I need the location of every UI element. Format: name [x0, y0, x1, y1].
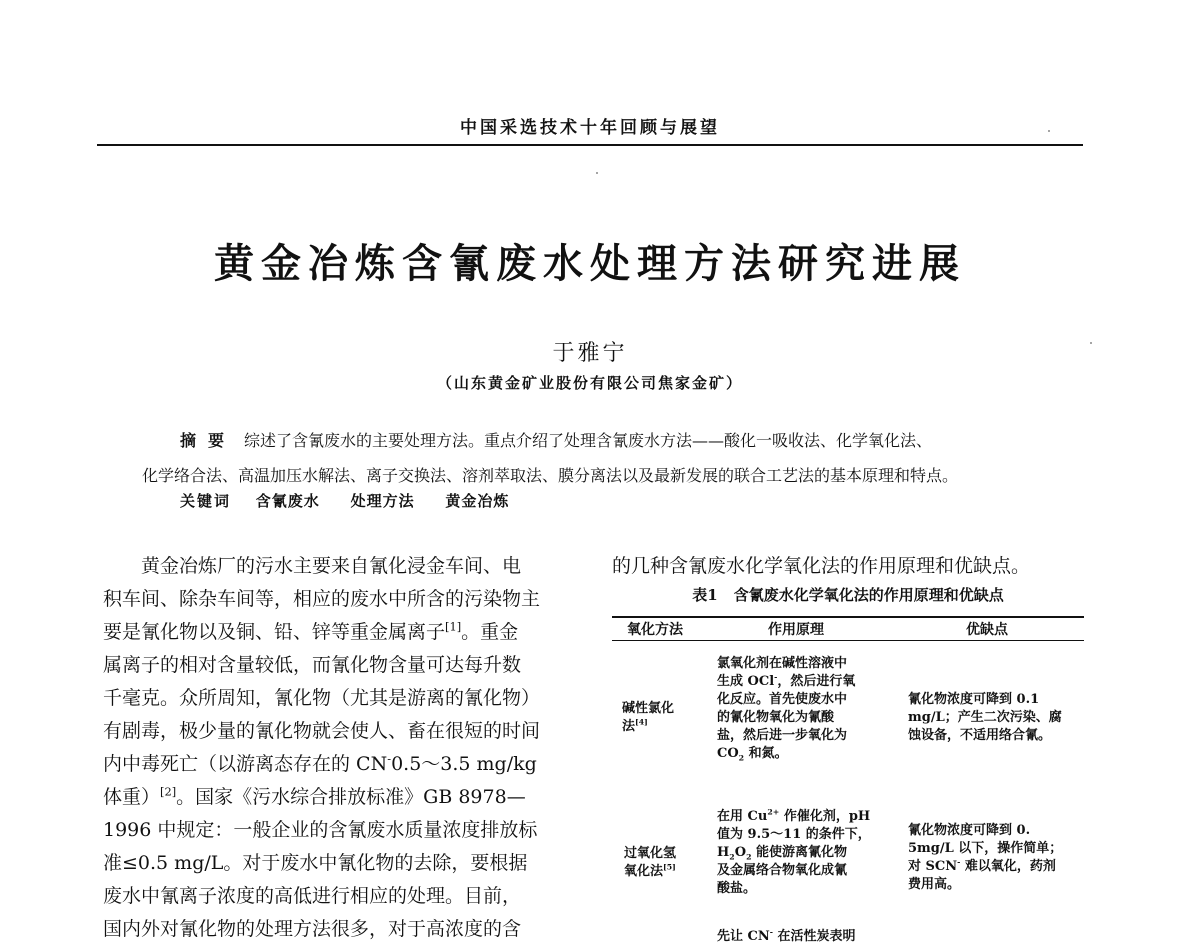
table-cell-principle: 先让 CN- 在活性炭表明	[717, 927, 856, 944]
body-column-left	[103, 550, 575, 946]
keywords	[180, 490, 535, 511]
body-line: 准≤0.5 mg/L。对于废水中氰化物的去除，要根据	[103, 852, 528, 874]
body-line: 属离子的相对含量较低，而氰化物含量可达每升数	[103, 654, 522, 676]
table-top-rule	[612, 616, 1084, 618]
abstract-label: 摘要	[180, 431, 237, 450]
scan-speck	[596, 172, 598, 174]
abstract-line: 摘要 综述了含氰废水的主要处理方法。重点介绍了处理含氰废水方法——酸化一吸收法、化学氧化法、	[180, 431, 933, 450]
table-cell-method: 过氧化氢 氧化法[5]	[624, 846, 677, 879]
keyword: 处理方法	[350, 492, 415, 510]
author-affiliation: （山东黄金矿业股份有限公司焦家金矿）	[436, 374, 743, 392]
body-line: 积车间、除杂车间等，相应的废水中所含的污染物主	[103, 588, 541, 610]
keyword: 黄金冶炼	[445, 492, 510, 510]
table-header-rule	[612, 640, 1084, 641]
body-line: 国内外对氰化物的处理方法很多，对于高浓度的含	[103, 918, 522, 940]
table-caption: 表1 含氰废水化学氧化法的作用原理和优缺点	[692, 586, 1004, 604]
running-head: 中国采选技术十年回顾与展望	[460, 118, 720, 138]
body-line: 要是氰化物以及铜、铅、锌等重金属离子[1]。重金	[103, 619, 519, 643]
table-header-proscons: 优缺点	[966, 622, 1008, 638]
table-cell-method: 碱性氯化 法[4]	[622, 701, 675, 734]
table-cell-principle: 在用 $Cu^{2+}$ 作催化剂，pH 值为 9.5～11 的条件下， $H_2O_2$ 能使游离氰化物 及金属络合物氧化成氰 酸盐。	[717, 807, 871, 896]
table-number: 表1	[692, 586, 718, 604]
keywords-label: 关键词	[180, 492, 232, 510]
table-cell-proscons: 氰化物浓度可降到 0.1 mg/L；产生二次污染、腐 蚀设备，不适用络合氰。	[908, 692, 1062, 743]
abstract-line: 化学络合法、高温加压水解法、离子交换法、溶剂萃取法、膜分离法以及最新发展的联合工艺法的基本原理和特点。	[142, 466, 959, 485]
abstract	[142, 423, 1077, 493]
body-line: 体重）[2]。国家《污水综合排放标准》GB 8978—	[103, 784, 526, 808]
body-line: 1996 中规定：一般企业的含氰废水质量浓度排放标	[103, 819, 538, 841]
table-cell-proscons: 氰化物浓度可降到 0. 5mg/L 以下，操作简单； 对 SCN- 难以氧化，药剂 费用高。	[908, 823, 1063, 892]
table-header-method: 氧化方法	[627, 622, 683, 638]
table-header-principle: 作用原理	[768, 622, 824, 638]
author-name: 于雅宁	[552, 341, 628, 366]
keyword: 含氰废水	[255, 492, 320, 510]
body-line: 内中毒死亡（以游离态存在的 CN-0.5～3.5 mg/kg	[103, 751, 537, 775]
header-rule	[97, 144, 1083, 146]
body-line-right: 的几种含氰废水化学氧化法的作用原理和优缺点。	[612, 555, 1031, 577]
body-line: 有剧毒，极少量的氰化物就会使人、畜在很短的时间	[103, 720, 541, 742]
citation-ref: [5]	[663, 862, 676, 872]
scan-speck	[1048, 130, 1050, 132]
body-line: 黄金冶炼厂的污水主要来自氰化浸金车间、电	[141, 555, 522, 577]
table-cell-principle: 氯氧化剂在碱性溶液中 生成 OCl-，然后进行氧 化反应。首先使废水中 的氰化物氧化为氰酸 盐，然后进一步氧化为 $CO_2$ 和氮。	[717, 656, 856, 763]
citation-ref: [4]	[635, 717, 648, 727]
citation-ref: [2]	[160, 784, 177, 799]
body-line: 废水中氰离子浓度的高低进行相应的处理。目前，	[103, 885, 522, 907]
article-title: 黄金冶炼含氰废水处理方法研究进展	[214, 240, 966, 287]
body-line: 千毫克。众所周知，氰化物（尤其是游离的氰化物）	[103, 687, 541, 709]
citation-ref: [1]	[445, 619, 462, 634]
